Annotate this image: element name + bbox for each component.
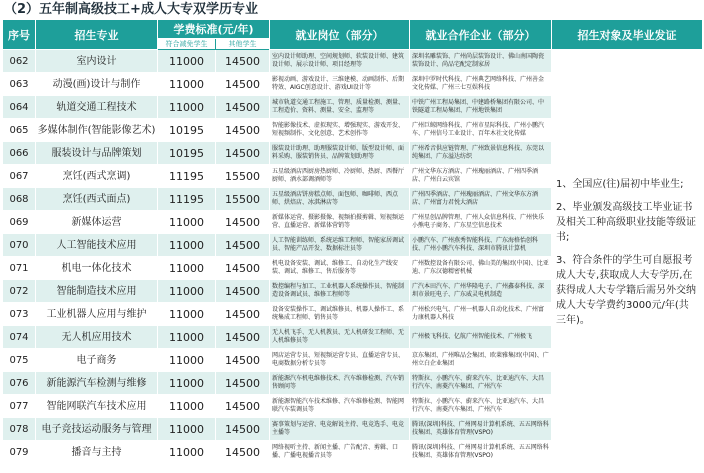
seq-cell: 075 [3,349,36,372]
company-cell: 广州松兴电气、广州一机器人自动化技术、广州富力康机器人科技 [410,303,552,326]
company-cell: 特斯拉、小鹏汽车、蔚来汽车、比亚迪汽车、大昌行汽车、南菱汽车集团、广州汽车 [410,372,552,395]
major-cell: 室内设计 [36,50,158,73]
header-position: 就业岗位（部分） [270,20,410,50]
fee-other-cell: 14500 [216,119,270,142]
position-cell: 新能源智能汽车技术维修、汽车维修检测、智能网联汽车装调员等 [270,395,410,418]
position-cell: 机电设备安装、调试、维修工、自动化生产线安装、调试、维修工、售后服务等 [270,257,410,280]
fee-reduced-cell: 11000 [158,395,216,418]
fee-other-cell: 15500 [216,188,270,211]
seq-cell: 065 [3,119,36,142]
fee-other-cell: 14500 [216,326,270,349]
major-cell: 服装设计与品牌策划 [36,142,158,165]
major-cell: 电子竞技运动服务与管理 [36,418,158,441]
target-note-item: 1、全国应(往)届初中毕业生; [556,179,684,190]
position-cell: 人工智能训练师、系统运维工程师、智能家居调试员、智能产品开发、数据标注员等 [270,234,410,257]
seq-cell: 063 [3,73,36,96]
seq-cell: 078 [3,418,36,441]
fee-reduced-cell: 11000 [158,257,216,280]
seq-cell: 064 [3,96,36,119]
seq-cell: 070 [3,234,36,257]
major-cell: 智能网联汽车技术应用 [36,395,158,418]
position-cell: 设备安装操作工、调试维修员、机器人操作工、系统集成工程师、销售员等 [270,303,410,326]
seq-cell: 067 [3,165,36,188]
fee-reduced-cell: 11000 [158,234,216,257]
company-cell: 广州希音供应链管理、广州致景信息科技、东莞以纯集团、广东溢达纺织 [410,142,552,165]
position-cell: 网络视听主持、新闻主播、广告配音、剪辑、口播、广播电视播音员等 [270,441,410,464]
fee-reduced-cell: 11000 [158,280,216,303]
fee-reduced-cell: 11000 [158,441,216,464]
fee-other-cell: 14500 [216,257,270,280]
target-note-item: 2、毕业颁发高级技工毕业证书及相关工种高级职业技能等级证书; [556,202,697,243]
major-cell: 烹饪(西式烹调) [36,165,158,188]
fee-reduced-cell: 10195 [158,119,216,142]
majors-table [2,19,703,464]
company-cell: 腾讯(深圳)科技、广州网易计算机系统、五五网络科技集团、英雄体育管理(VSPO) [410,441,552,464]
fee-reduced-cell: 11000 [158,349,216,372]
major-cell: 多媒体制作(智能影像艺术) [36,119,158,142]
fee-other-cell: 14500 [216,349,270,372]
seq-cell: 066 [3,142,36,165]
header-fee-reduced: 符合减免学生 [158,39,216,50]
header-company: 就业合作企业（部分） [410,20,552,50]
fee-other-cell: 14500 [216,303,270,326]
major-cell: 轨道交通工程技术 [36,96,158,119]
company-cell: 深圳名雕装饰、广州尚层装饰设计、佛山南国陶瓷装饰设计、尚品宅配定制家居 [410,50,552,73]
fee-reduced-cell: 11000 [158,50,216,73]
company-cell: 广州星创品牌管理、广州人众信息科技、广州快乐小熊电子商务、广东星空信息技术 [410,211,552,234]
position-cell: 网店运营专员、短视频运营专员、直播运营专员、电商数据分析专员等 [270,349,410,372]
major-cell: 播音与主持 [36,441,158,464]
major-cell: 烹饪(西式面点) [36,188,158,211]
company-cell: 小鹏汽车、广州燕秀智能科技、广东海格怡创科技、广州小鹏汽车科技、深圳市腾讯计算机 [410,234,552,257]
major-cell: 动漫(画)设计与制作 [36,73,158,96]
target-notes [552,50,703,464]
fee-reduced-cell: 11195 [158,165,216,188]
header-seq: 序号 [3,20,36,50]
company-cell: 特斯拉、小鹏汽车、蔚来汽车、比亚迪汽车、大昌行汽车、南菱汽车集团、广州汽车 [410,395,552,418]
company-cell: 京东集团、广州唯品会集团、欧莱雅集团(中国)、广州立白企业集团 [410,349,552,372]
fee-other-cell: 15500 [216,165,270,188]
fee-other-cell: 14500 [216,418,270,441]
header-fee-other: 其他学生 [216,39,270,50]
fee-reduced-cell: 11000 [158,211,216,234]
seq-cell: 068 [3,188,36,211]
major-cell: 智能制造技术应用 [36,280,158,303]
fee-other-cell: 14500 [216,211,270,234]
fee-other-cell: 14500 [216,50,270,73]
company-cell: 广汽本田汽车、广州华隆电子、广州鑫泰科技、深圳市景旺电子、广东威灵电机制造 [410,280,552,303]
position-cell: 新媒体运营、摄影摄像、视频拍摄剪辑、短视频运营、直播运营、新媒体营销等 [270,211,410,234]
fee-reduced-cell: 11000 [158,73,216,96]
position-cell: 影视动画、游戏设计、三维建模、动画制作、后期特效、AIGC创意设计、游戏UI设计等 [270,73,410,96]
seq-cell: 072 [3,280,36,303]
company-cell: 广州四季酒店、广州瑰丽酒店、广州文华东方酒店、广州富力君悦大酒店 [410,188,552,211]
header-target: 招生对象及毕业发证 [552,20,703,50]
major-cell: 人工智能技术应用 [36,234,158,257]
company-cell: 广州文华东方酒店、广州瑰丽酒店、广州四季酒店、广州白云宾馆 [410,165,552,188]
fee-other-cell: 14500 [216,142,270,165]
company-cell: 中铁广州工程局集团、中建路桥集团有限公司、中铁隧道工程局集团、广州地铁集团 [410,96,552,119]
table-row [3,50,703,73]
seq-cell: 073 [3,303,36,326]
position-cell: 五星级酒店饼房糕点师、面包师、咖啡师、西点师、烘焙店、冰淇淋店等 [270,188,410,211]
target-note-item: 3、符合条件的学生可自愿报考成人大专,获取成人大专学历,在获得成人大专学籍后需另外交纳成人大专学费约3000元/年(共三年)。 [556,255,697,326]
company-cell: 广州数控设备有限公司、佛山美的集团(中国)、比亚迪、广东汉德精密机械 [410,257,552,280]
header-fee: 学费标准(元/年) [158,20,270,39]
fee-reduced-cell: 11000 [158,303,216,326]
position-cell: 室内设计师助理、空间规划师、软装设计师、建筑设计师、展示设计师、项目经理等 [270,50,410,73]
major-cell: 电子商务 [36,349,158,372]
fee-other-cell: 14500 [216,96,270,119]
major-cell: 机电一体化技术 [36,257,158,280]
position-cell: 智能影像技术、虚拟现实、增强现实、游戏开发、短视频制作、文化创意、艺术创作等 [270,119,410,142]
fee-other-cell: 14500 [216,234,270,257]
position-cell: 数控编程与加工、工业机器人系统操作员、智能制造设备调试员、维修工程师等 [270,280,410,303]
seq-cell: 074 [3,326,36,349]
seq-cell: 071 [3,257,36,280]
seq-cell: 062 [3,50,36,73]
position-cell: 赛事策划与运营、电竞解说主持、电竞选手、电竞主播等 [270,418,410,441]
company-cell: 广州极飞科技、亿航广州智能技术、广州极飞 [410,326,552,349]
seq-cell: 079 [3,441,36,464]
fee-other-cell: 14500 [216,372,270,395]
major-cell: 无人机应用技术 [36,326,158,349]
fee-reduced-cell: 11000 [158,96,216,119]
company-cell: 广州巨鲸网络科技、广州市星际科技、广州小鹏汽车、广州信号工业设计、百年木社文化传媒 [410,119,552,142]
company-cell: 腾讯(深圳)科技、广州网易计算机系统、五五网络科技集团、英雄体育管理(VSPO) [410,418,552,441]
fee-reduced-cell: 11195 [158,188,216,211]
seq-cell: 076 [3,372,36,395]
position-cell: 服装设计助理、助理服装设计师、版型设计师、面料采购、服装销售员、品牌策划助理等 [270,142,410,165]
seq-cell: 069 [3,211,36,234]
major-cell: 新媒体运营 [36,211,158,234]
fee-reduced-cell: 11000 [158,418,216,441]
fee-other-cell: 14500 [216,280,270,303]
position-cell: 城市轨道交通工程施工、管理、质量检测、测量、工程造价、资料、测量、安全、监理等 [270,96,410,119]
fee-other-cell: 14500 [216,441,270,464]
seq-cell: 077 [3,395,36,418]
major-cell: 工业机器人应用与维护 [36,303,158,326]
fee-reduced-cell: 11000 [158,372,216,395]
fee-other-cell: 14500 [216,395,270,418]
fee-reduced-cell: 10195 [158,142,216,165]
header-major: 招生专业 [36,20,158,50]
company-cell: 深圳中罗时代科技、广州典艺网络科技、广州善金文化传媒、广州三七互娱科技 [410,73,552,96]
position-cell: 无人机飞手、无人机教员、无人机研发工程师、无人机维修员等 [270,326,410,349]
fee-other-cell: 14500 [216,73,270,96]
position-cell: 新能源汽车机电维修技术、汽车维修检测、汽车销售顾问等 [270,372,410,395]
fee-reduced-cell: 11000 [158,326,216,349]
major-cell: 新能源汽车检测与维修 [36,372,158,395]
position-cell: 五星级酒店西厨房热厨师、冷厨师、热厨、西餐厅厨师、酒水部调酒师等 [270,165,410,188]
page-title: （2）五年制高级技工+成人大专双学历专业 [4,2,258,17]
